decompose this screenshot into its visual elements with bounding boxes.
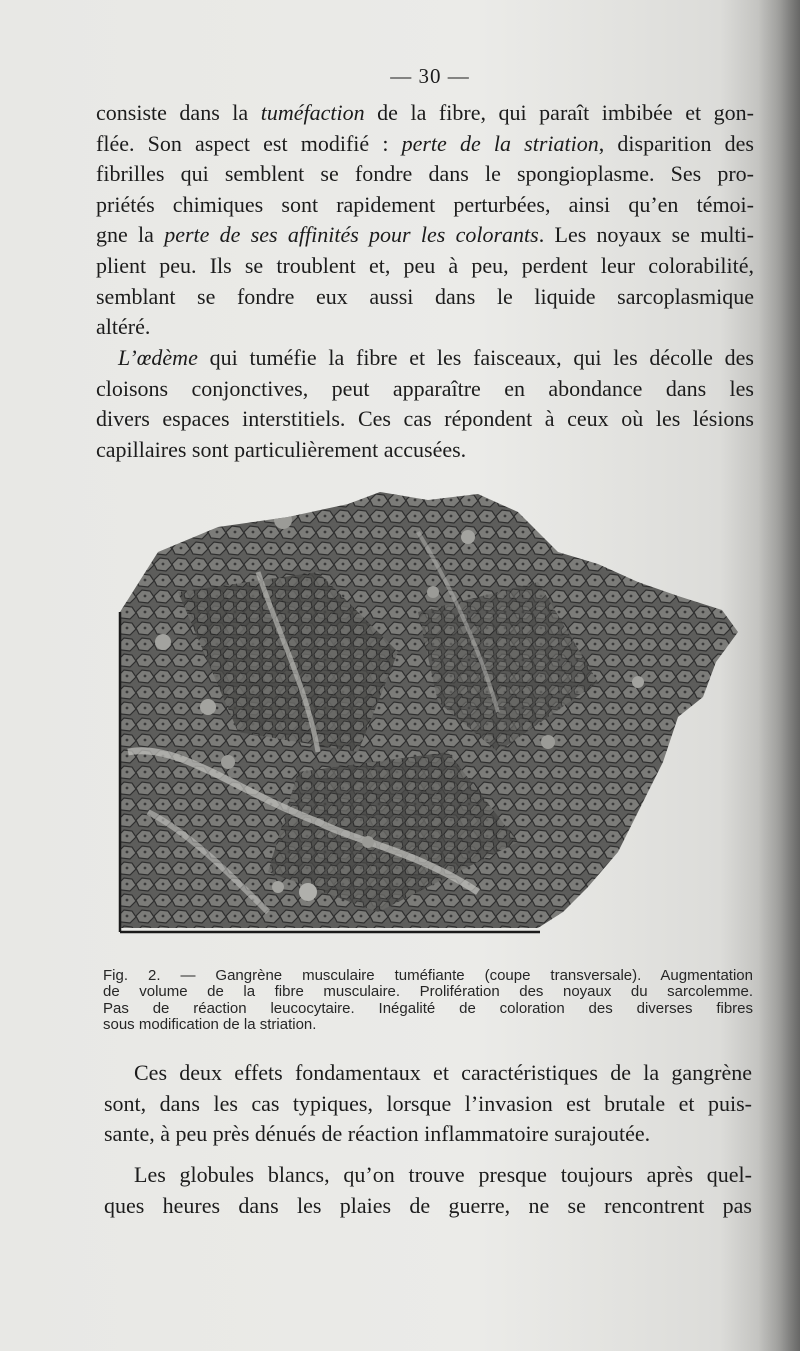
micrograph-figure xyxy=(118,492,742,940)
text-run: . Les noyaux se multi- xyxy=(538,222,754,248)
text-run: Les globules blancs, qu’on trouve presque toujours après quel- xyxy=(134,1162,752,1187)
text-line: semblant se fondre eux aussi dans le liquide sarcoplasmique xyxy=(96,283,754,309)
text-run: flée. Son aspect est modifié : xyxy=(96,130,402,156)
text-line: divers espaces interstitiels. Ces cas répondent à ceux où les lésions xyxy=(96,406,754,432)
emphasis: perte de la striation xyxy=(401,130,599,156)
paragraph-4 xyxy=(104,1160,752,1221)
text-run: de la fibre, qui paraît imbibée et gon- xyxy=(364,100,754,125)
text-line: altéré. xyxy=(96,314,151,340)
text-run: qui tuméfie la fibre et les faisceaux, qui les décolle des xyxy=(197,345,754,370)
caption-line: de volume de la fibre musculaire. Prolifération des noyaux du sarcolemme. xyxy=(103,983,753,1001)
text-line xyxy=(96,98,754,129)
emphasis: tuméfaction xyxy=(260,100,365,125)
page-number: — 30 — xyxy=(390,64,470,88)
caption-line: Fig. 2. — Gangrène musculaire tuméfiante (coupe transversale). Augmentation xyxy=(103,967,753,984)
text-line: sont, dans les cas typiques, lorsque l’invasion est brutale et puis- xyxy=(104,1090,752,1116)
caption-line: Pas de réaction leucocytaire. Inégalité de coloration des diverses fibres xyxy=(103,999,753,1017)
text-line: ques heures dans les plaies de guerre, ne se rencontrent pas xyxy=(104,1192,752,1218)
paragraph-1 xyxy=(96,98,754,343)
text-run: , disparition des xyxy=(598,130,754,156)
text-line: plient peu. Ils se troublent et, peu à peu, perdent leur colorabilité, xyxy=(96,252,754,278)
text-run: consiste dans la xyxy=(96,100,261,125)
text-line: sante, à peu près dénués de réaction inflammatoire surajoutée. xyxy=(104,1121,651,1147)
text-line: cloisons conjonctives, peut apparaître en abondance dans les xyxy=(96,375,754,401)
emphasis: L’œdème xyxy=(118,345,198,370)
text-line xyxy=(96,343,754,374)
caption-line: sous modification de la striation. xyxy=(103,1016,317,1034)
text-line xyxy=(104,1058,752,1089)
text-line xyxy=(96,220,754,251)
text-line: priétés chimiques sont rapidement perturbées, ainsi qu’en témoi- xyxy=(96,191,754,217)
figure-caption xyxy=(103,968,753,1034)
text-run: gne la xyxy=(96,222,165,248)
micrograph-image xyxy=(118,492,742,940)
page-edge-shadow xyxy=(758,0,800,1351)
text-run: Ces deux effets fondamentaux et caractéristiques de la gangrène xyxy=(134,1060,752,1085)
text-line: fibrilles qui semblent se fondre dans le spongioplasme. Ses pro- xyxy=(96,161,754,187)
paragraph-2 xyxy=(96,343,754,465)
text-line: capillaires sont particulièrement accusées. xyxy=(96,436,467,462)
emphasis: perte de ses affinités pour les colorants xyxy=(164,222,539,248)
paragraph-3 xyxy=(104,1058,752,1150)
text-line xyxy=(104,1160,752,1191)
text-line xyxy=(96,129,754,160)
